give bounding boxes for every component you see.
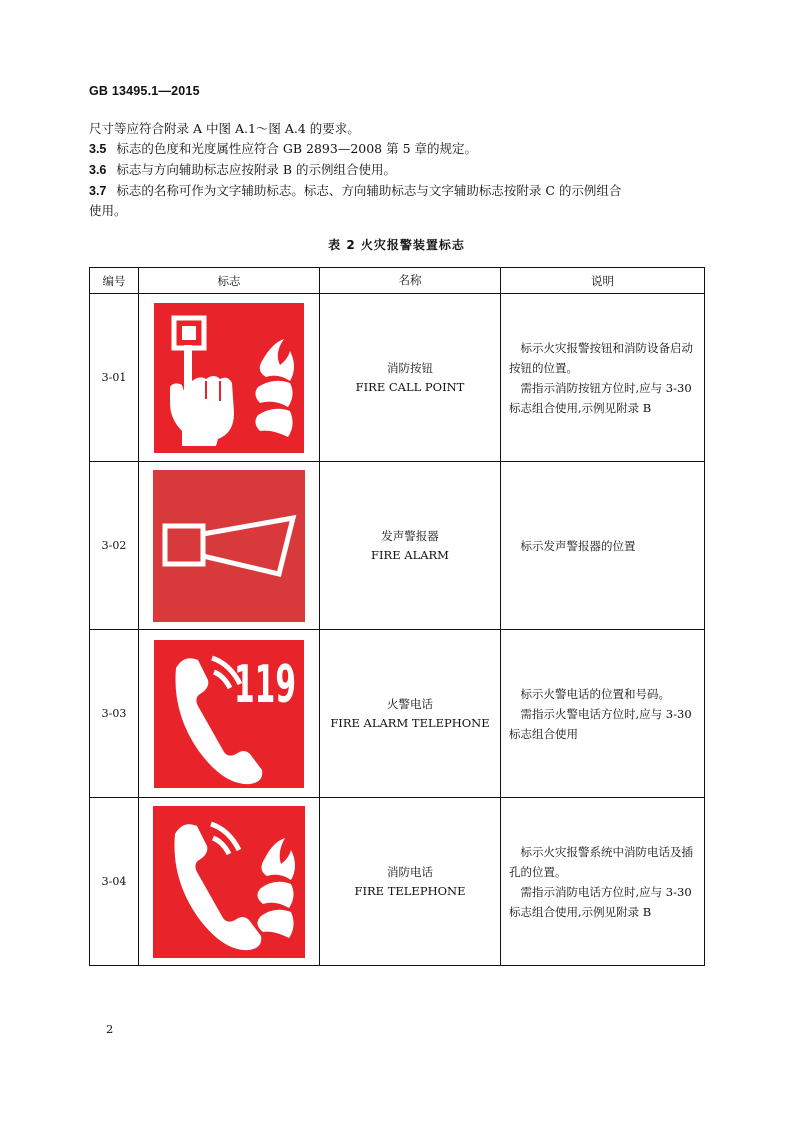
sign-name-cell <box>320 630 501 798</box>
description-line: 需指示火警电话方位时,应与 3-30 标志组合使用 <box>509 706 692 741</box>
paragraph-size <box>89 119 707 139</box>
header-description: 说明 <box>501 268 705 294</box>
clause-text: 标志的名称可作为文字辅助标志。标志、方向辅助标志与文字辅助标志按附录 C 的示例组合 <box>116 183 622 198</box>
fire-call-point-icon <box>154 303 304 453</box>
description-line: 标示火灾报警系统中消防电话及插孔的位置。 <box>509 844 693 879</box>
description-line: 标示发声警报器的位置 <box>520 538 636 553</box>
description-line: 标示火警电话的位置和号码。 <box>520 686 670 701</box>
sign-cell <box>139 462 320 630</box>
sign-description <box>501 462 705 630</box>
clause-number: 3.7 <box>89 184 107 198</box>
fire-alarm-horn-icon <box>153 470 305 622</box>
clause-3-6 <box>89 160 707 180</box>
header-name: 名称 <box>320 268 501 294</box>
table-row <box>90 630 705 798</box>
sign-cell <box>139 294 320 462</box>
sign-number: 3-04 <box>90 798 139 966</box>
sign-name-en: FIRE TELEPHONE <box>354 883 466 898</box>
header-sign: 标志 <box>139 268 320 294</box>
sign-description <box>501 630 705 798</box>
page-number: 2 <box>106 1022 114 1036</box>
clause-number: 3.5 <box>89 142 107 156</box>
clause-3-7 <box>89 181 707 221</box>
description-line: 需指示消防按钮方位时,应与 3-30 标志组合使用,示例见附录 B <box>509 380 692 415</box>
paragraph-text: 尺寸等应符合附录 A 中图 A.1～图 A.4 的要求。 <box>89 121 360 136</box>
sign-name-cn: 消防按钮 <box>387 360 433 375</box>
sign-name-cell <box>320 294 501 462</box>
table-row <box>90 462 705 630</box>
clause-number: 3.6 <box>89 163 107 177</box>
fire-alarm-telephone-119-icon <box>154 640 304 788</box>
sign-number-text: 119 <box>234 654 296 715</box>
sign-name-cn: 火警电话 <box>387 696 433 711</box>
table-row <box>90 294 705 462</box>
description-line: 需指示消防电话方位时,应与 3-30 标志组合使用,示例见附录 B <box>509 884 692 919</box>
sign-name-cell <box>320 462 501 630</box>
sign-name-en: FIRE CALL POINT <box>355 379 465 394</box>
table-row <box>90 798 705 966</box>
table-caption: 表 2 火灾报警装置标志 <box>328 238 465 252</box>
fire-alarm-signs-table <box>89 267 705 966</box>
sign-name-cn: 消防电话 <box>387 864 433 879</box>
sign-cell <box>139 630 320 798</box>
clause-text: 标志的色度和光度属性应符合 GB 2893—2008 第 5 章的规定。 <box>116 141 478 156</box>
sign-number: 3-03 <box>90 630 139 798</box>
sign-name-en: FIRE ALARM TELEPHONE <box>330 715 490 730</box>
sign-name-cell <box>320 798 501 966</box>
sign-cell <box>139 798 320 966</box>
sign-number: 3-02 <box>90 462 139 630</box>
clause-text-continued: 使用。 <box>89 203 127 218</box>
table-header-row <box>90 268 705 294</box>
fire-telephone-icon <box>153 806 305 958</box>
standard-header: GB 13495.1—2015 <box>89 84 200 98</box>
description-line: 标示火灾报警按钮和消防设备启动按钮的位置。 <box>509 340 693 375</box>
sign-description <box>501 798 705 966</box>
sign-number: 3-01 <box>90 294 139 462</box>
sign-name-en: FIRE ALARM <box>371 547 449 562</box>
sign-description <box>501 294 705 462</box>
header-number: 编号 <box>90 268 139 294</box>
clause-text: 标志与方向辅助标志应按附录 B 的示例组合使用。 <box>116 162 397 177</box>
clause-3-5 <box>89 139 707 159</box>
sign-name-cn: 发声警报器 <box>381 528 439 543</box>
